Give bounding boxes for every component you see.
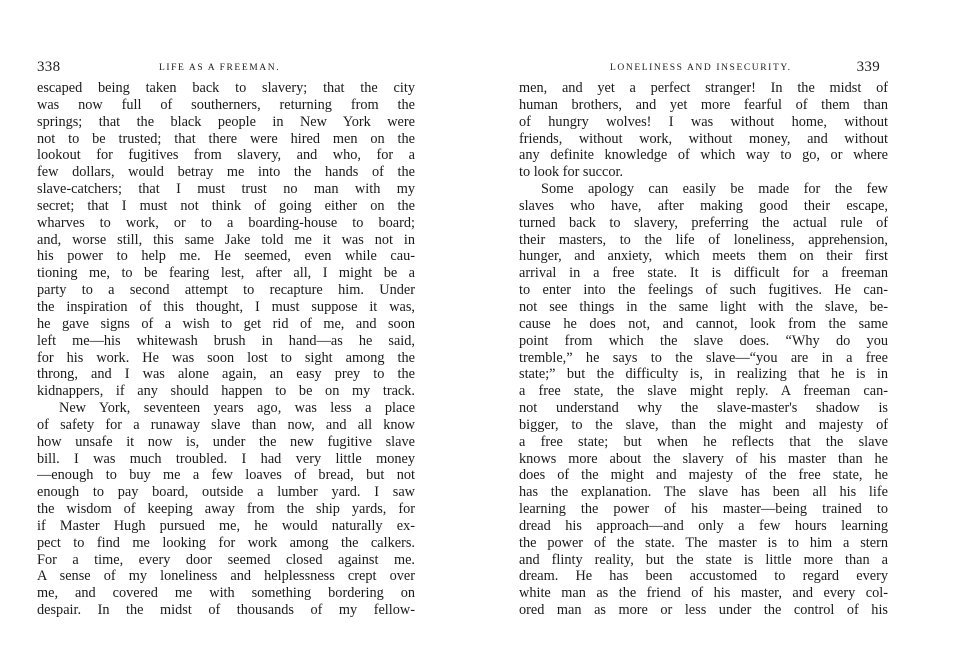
text-line: enough to pay board, outside a lumber yard. I saw (37, 484, 415, 501)
text-line: New York, seventeen years ago, was less a place (59, 400, 415, 417)
text-line: how unsafe it now is, under the new fugitive slave (37, 433, 415, 450)
text-line: dream. He has been accustomed to regard every (519, 568, 888, 585)
text-line: few dollars, would betray me into the hands of the (37, 164, 415, 181)
text-line: point from which the slave does. “Why do you (519, 332, 888, 349)
text-line: tioning me, to be fearing lest, after all, I might be a (37, 265, 415, 282)
text-line: if Master Hugh pursued me, he would naturally ex- (37, 517, 415, 534)
text-line: of hungry wolves! I was without home, without (519, 113, 888, 130)
text-line: to look for succor. (519, 164, 624, 181)
text-line: bill. I was much troubled. I had very little money (37, 450, 415, 467)
right-page (490, 0, 980, 668)
text-line: secret; that I must not think of going either on the (37, 197, 415, 214)
text-line: for his work. He was soon lost to sight among the (37, 349, 415, 366)
left-body-text (37, 80, 415, 619)
text-line: slaves who have, after making good their escape, (519, 197, 888, 214)
text-line: white man as the friend of his master, and every col- (519, 585, 888, 602)
text-line: any definite knowledge of which way to go, or where (519, 147, 888, 164)
text-line: has the explanation. The slave has been all his life (519, 484, 888, 501)
text-line: he gave signs of a wish to get rid of me, and soon (37, 315, 415, 332)
text-line: ored man as more or less under the control of his (519, 602, 888, 619)
text-line: the wisdom of keeping away from the ship yards, for (37, 501, 415, 518)
text-line: slave-catchers; that I must trust no man with my (37, 181, 415, 198)
text-line: For a time, every door seemed closed against me. (37, 551, 415, 568)
text-line: arrival in a free state. It is difficult for a freeman (519, 265, 888, 282)
right-running-title: LONELINESS AND INSECURITY. (610, 63, 792, 73)
left-running-title: LIFE AS A FREEMAN. (159, 63, 281, 73)
text-line: escaped being taken back to slavery; that the city (37, 80, 415, 96)
text-line: his power to help me. He seemed, even while cau- (37, 248, 415, 265)
left-running-head (37, 57, 422, 77)
text-line: tremble,” he says to the slave—“you are in a free (519, 349, 888, 366)
text-line: a free state; but when he reflects that the slave (519, 433, 888, 450)
text-line: the inspiration of this thought, I must suppose it was, (37, 298, 415, 315)
text-line: party to a second attempt to recapture him. Under (37, 282, 415, 299)
text-line: hunger, and anxiety, which meets them on their first (519, 248, 888, 265)
text-line: dread his approach—and only a few hours learning (519, 517, 888, 534)
text-line: their masters, to the life of loneliness, apprehension, (519, 231, 888, 248)
text-line: wharves to work, or to a boarding-house to board; (37, 214, 415, 231)
text-line: not understand why the slave-master's shadow is (519, 400, 888, 417)
right-running-head (518, 57, 880, 77)
text-line: to enter into the feelings of such fugitives. He can- (519, 282, 888, 299)
text-line: knows more about the slavery of his master than he (519, 450, 888, 467)
text-line: lookout for fugitives from slavery, and who, for a (37, 147, 415, 164)
text-line: A sense of my loneliness and helplessness crept over (37, 568, 415, 585)
right-page-number: 339 (856, 59, 880, 75)
text-line: kidnappers, if any should happen to be on my track. (37, 383, 415, 400)
text-line: does of the might and majesty of the free state, he (519, 467, 888, 484)
text-line: and flinty reality, but the state is little more than a (519, 551, 888, 568)
right-body-text (519, 80, 888, 619)
text-line: the power of the state. The master is to him a stern (519, 534, 888, 551)
text-line: a free state, the slave might reply. A freeman can- (519, 383, 888, 400)
text-line: despair. In the midst of thousands of my fellow- (37, 602, 415, 619)
text-line: human brothers, and yet more fearful of them than (519, 96, 888, 113)
text-line: of safety for a runaway slave than now, and all know (37, 416, 415, 433)
text-line: pect to find me looking for work among the calkers. (37, 534, 415, 551)
text-line: Some apology can easily be made for the few (541, 181, 888, 198)
text-line: state;” but the difficulty is, in realizing that he is in (519, 366, 888, 383)
text-line: not see things in the same light with the slave, be- (519, 298, 888, 315)
text-line: bigger, to the slave, than the might and majesty of (519, 416, 888, 433)
text-line: friends, without work, without money, and without (519, 130, 888, 147)
text-line: was now full of southerners, returning from the (37, 96, 415, 113)
text-line: springs; that the black people in New York were (37, 113, 415, 130)
text-line: men, and yet a perfect stranger! In the midst of (519, 80, 888, 96)
text-line: learning the power of his master—being trained to (519, 501, 888, 518)
text-line: turned back to slavery, preferring the actual rule of (519, 214, 888, 231)
text-line: and, worse still, this same Jake told me it was not in (37, 231, 415, 248)
text-line: throng, and I was alone again, an easy prey to the (37, 366, 415, 383)
text-line: cause he does not, and cannot, look from the same (519, 315, 888, 332)
text-line: —enough to buy me a few loaves of bread, but not (37, 467, 415, 484)
text-line: left me—his whitewash brush in hand—as he said, (37, 332, 415, 349)
text-line: me, and covered me with something bordering on (37, 585, 415, 602)
text-line: not to be trusted; that there were hired men on the (37, 130, 415, 147)
left-page-number: 338 (37, 59, 61, 75)
